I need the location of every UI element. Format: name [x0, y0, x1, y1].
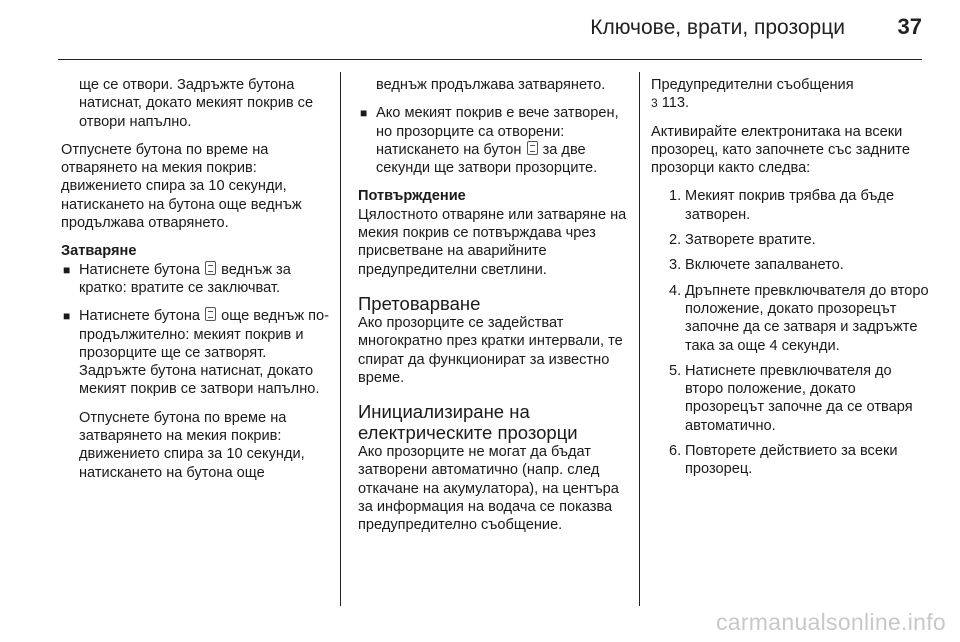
key-fob-button-icon [205, 261, 216, 275]
list-number: 1. [669, 188, 682, 205]
list-item-text: Затворете вратите. [685, 232, 816, 249]
list-item-text: Ако мекият покрив е вече затворен, но прозорците са отворени: натискането на бутон [376, 105, 619, 158]
list-item-text: Мекият покрив трябва да бъде затворен. [685, 188, 895, 223]
key-fob-button-icon [205, 307, 216, 321]
paragraph: Отпуснете бутона по време на отварянето на мекия покрив: движението спира за 10 секунди, натискането на бутона още веднъж продължава отварянето. [61, 141, 302, 232]
bullet-icon: ■ [360, 106, 368, 121]
watermark: carmanualsonline.info [715, 609, 946, 635]
paragraph: Ако прозорците не могат да бъдат затворени автоматично (напр. след откачане на акумулатора), на центъра за информация на водача се показва предупредително съобщение. [358, 444, 619, 534]
list-number: 4. [669, 282, 682, 299]
list-item [61, 307, 331, 398]
list-item-text: Включете запалването. [685, 257, 844, 274]
list-item-text: Натиснете бутона [79, 308, 205, 325]
paragraph: Ако прозорците се задействат многократно през кратки интервали, те спират да функционират за известно време. [358, 314, 623, 386]
list-item-text: още веднъж по-продължително: мекият покрив и прозорците ще се затворят. Задръжте бутона натиснат, докато мекият покрив се затвори напълно. [79, 308, 330, 398]
numbered-list-item [651, 187, 929, 224]
column-2 [358, 76, 630, 535]
section-heading-overload: Претоварване [358, 292, 481, 314]
paragraph: Активирайте електронитака на всеки прозорец, като започнете със задните прозорци както следва: [651, 123, 910, 177]
numbered-list-item [651, 282, 929, 355]
page-number: 37 [897, 14, 922, 39]
reference-line [651, 94, 929, 112]
section-heading-confirmation: Потвърждение [358, 188, 466, 205]
section-heading-closing: Затваряне [61, 243, 137, 260]
paragraph: Цялостното отваряне или затваряне на мекия покрив се потвърждава чрез присветване на аварийните предупредителни светлини. [358, 206, 627, 278]
numbered-list [651, 187, 929, 478]
section-heading-initialization: Инициализиране на електрическите прозорци [358, 401, 578, 444]
bullet-icon: ■ [63, 262, 71, 277]
list-number: 6. [669, 443, 682, 460]
list-number: 5. [669, 362, 682, 379]
list-item-text: Дръпнете превключвателя до второ положение, докато прозорецът започне да се затваря и задръжте така за още 4 секунди. [685, 282, 929, 354]
list-item [61, 261, 331, 298]
list-item-paragraph: Отпуснете бутона по време на затварянето на мекия покрив: движението спира за 10 секунди, натискането на бутона още [79, 409, 305, 481]
list-item [358, 104, 630, 177]
list-item-text: Повторете действието за всеки прозорец. [685, 443, 898, 478]
list-item-text: Натиснете бутона [79, 261, 205, 278]
numbered-list-item [651, 362, 929, 435]
page-header-title: Ключове, врати, прозорци [590, 16, 845, 39]
column-3 [651, 76, 929, 486]
continued-text: ще се отвори. Задръжте бутона натиснат, докато мекият покрив се отвори напълно. [79, 77, 314, 130]
numbered-list-item [651, 231, 929, 249]
reference-arrow-icon: 3 [651, 96, 658, 111]
list-item-text: Натиснете превключвателя до второ положение, докато прозорецът започне да се отваря автоматично. [685, 362, 913, 434]
list-number: 2. [669, 232, 682, 249]
list-item-text: за две секунди ще затвори прозорците. [376, 141, 598, 177]
numbered-list-item [651, 256, 929, 274]
column-divider-2 [639, 72, 640, 606]
column-1 [61, 76, 331, 482]
numbered-list-item [651, 442, 929, 479]
list-number: 3. [669, 257, 682, 274]
column-divider-1 [340, 72, 341, 606]
key-fob-button-icon [527, 141, 538, 155]
bullet-icon: ■ [63, 309, 71, 324]
reference-text: Предупредителни съобщения [651, 77, 854, 93]
continued-text: веднъж продължава затварянето. [376, 77, 606, 93]
header-rule [58, 59, 922, 60]
list-item-text: веднъж за кратко: вратите се заключват. [79, 261, 291, 296]
reference-page: 113. [661, 95, 690, 112]
